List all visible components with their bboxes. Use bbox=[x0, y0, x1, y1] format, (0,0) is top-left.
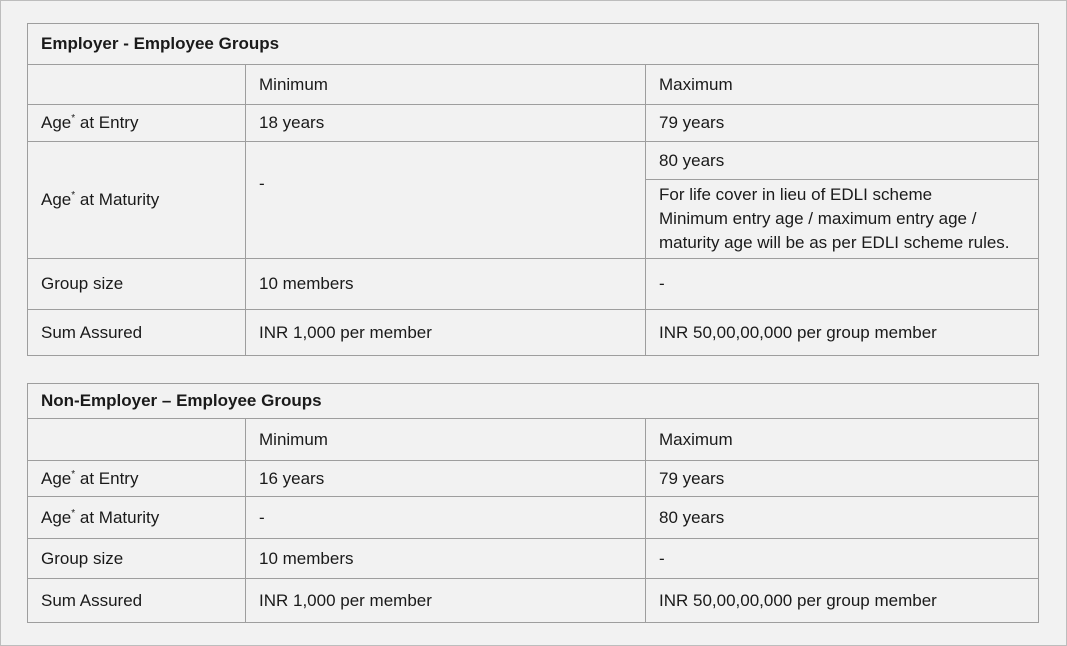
cell-max-age-maturity: 80 years bbox=[646, 497, 1039, 539]
row-label-age-at-entry: Age* at Entry bbox=[28, 105, 246, 142]
non-employer-employee-groups-table bbox=[27, 383, 1039, 623]
cell-min-age-entry: 16 years bbox=[246, 461, 646, 497]
table-row bbox=[28, 310, 1039, 356]
row-label-sum-assured: Sum Assured bbox=[28, 310, 246, 356]
cell-edli-note bbox=[646, 180, 1039, 259]
cell-min-group-size: 10 members bbox=[246, 259, 646, 310]
edli-note-line: For life cover in lieu of EDLI scheme bbox=[659, 185, 933, 204]
column-header-maximum: Maximum bbox=[646, 419, 1039, 461]
table-row bbox=[28, 105, 1039, 142]
edli-note-line: maturity age will be as per EDLI scheme rules. bbox=[659, 233, 1010, 252]
table-row bbox=[28, 461, 1039, 497]
cell-max-age-maturity: 80 years bbox=[646, 142, 1039, 180]
row-label-age-at-maturity: Age* at Maturity bbox=[28, 142, 246, 259]
table-row bbox=[28, 259, 1039, 310]
row-label-age-at-entry: Age* at Entry bbox=[28, 461, 246, 497]
column-header-minimum: Minimum bbox=[246, 65, 646, 105]
empty-header-cell bbox=[28, 65, 246, 105]
table-title: Employer - Employee Groups bbox=[28, 24, 1039, 65]
cell-min-age-entry: 18 years bbox=[246, 105, 646, 142]
column-header-row bbox=[28, 65, 1039, 105]
row-label-age-at-maturity: Age* at Maturity bbox=[28, 497, 246, 539]
table-row bbox=[28, 539, 1039, 579]
cell-min-age-maturity: - bbox=[246, 497, 646, 539]
table-title-row bbox=[28, 384, 1039, 419]
cell-min-group-size: 10 members bbox=[246, 539, 646, 579]
empty-header-cell bbox=[28, 419, 246, 461]
table-row bbox=[28, 579, 1039, 623]
column-header-minimum: Minimum bbox=[246, 419, 646, 461]
cell-max-sum-assured: INR 50,00,00,000 per group member bbox=[646, 310, 1039, 356]
table-row bbox=[28, 142, 1039, 180]
employer-employee-groups-table bbox=[27, 23, 1039, 356]
edli-note-line: Minimum entry age / maximum entry age / bbox=[659, 209, 977, 228]
table-row bbox=[28, 497, 1039, 539]
row-label-group-size: Group size bbox=[28, 539, 246, 579]
cell-max-sum-assured: INR 50,00,00,000 per group member bbox=[646, 579, 1039, 623]
cell-max-group-size: - bbox=[646, 259, 1039, 310]
cell-max-group-size: - bbox=[646, 539, 1039, 579]
cell-min-sum-assured: INR 1,000 per member bbox=[246, 310, 646, 356]
table-title: Non-Employer – Employee Groups bbox=[28, 384, 1039, 419]
cell-max-age-entry: 79 years bbox=[646, 105, 1039, 142]
row-label-group-size: Group size bbox=[28, 259, 246, 310]
column-header-row bbox=[28, 419, 1039, 461]
row-label-sum-assured: Sum Assured bbox=[28, 579, 246, 623]
cell-min-sum-assured: INR 1,000 per member bbox=[246, 579, 646, 623]
cell-min-age-maturity: - bbox=[246, 142, 646, 259]
table-title-row bbox=[28, 24, 1039, 65]
cell-max-age-entry: 79 years bbox=[646, 461, 1039, 497]
column-header-maximum: Maximum bbox=[646, 65, 1039, 105]
